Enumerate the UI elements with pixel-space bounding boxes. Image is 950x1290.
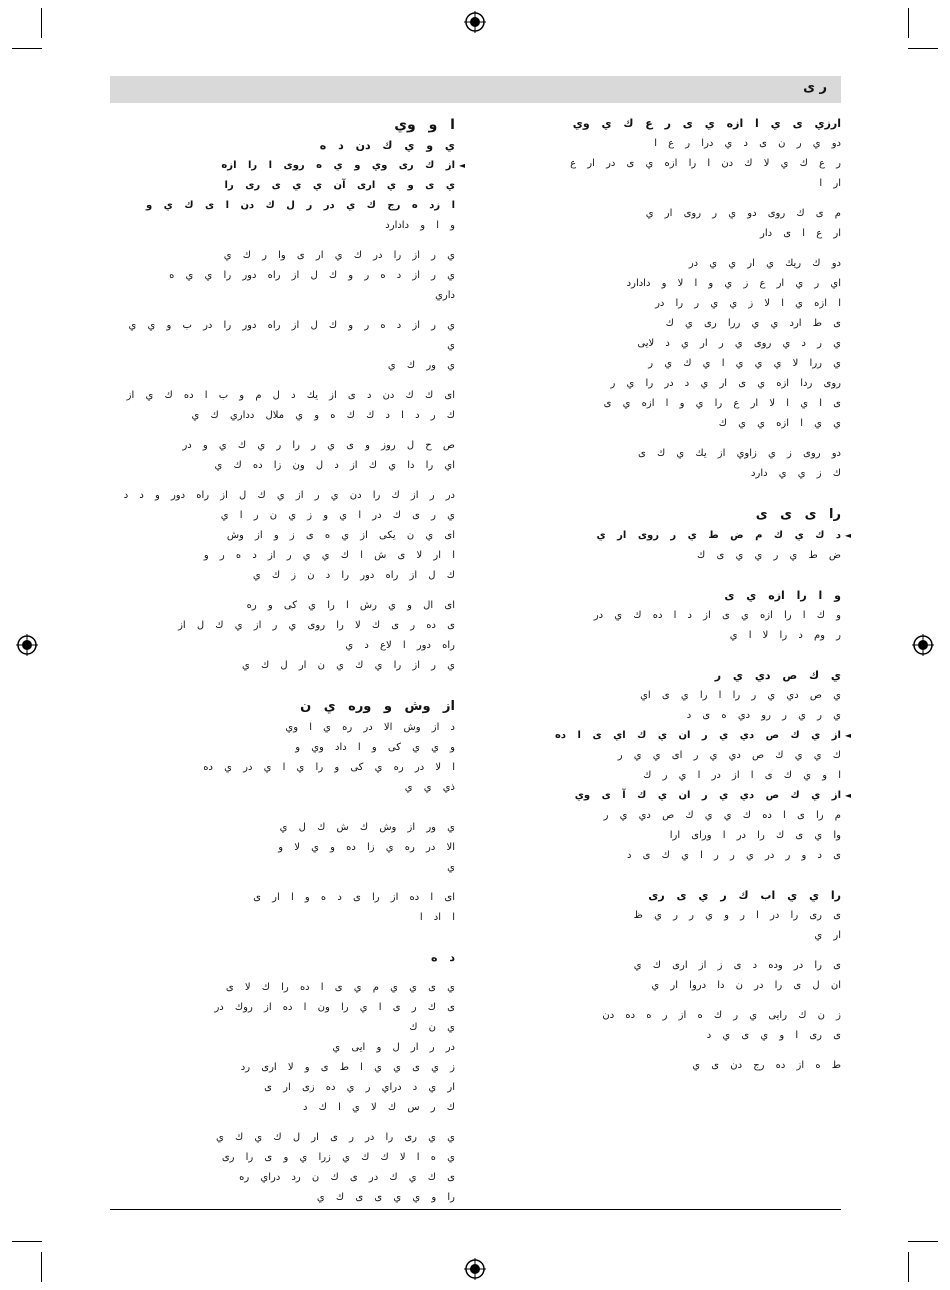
text-line: ى رى را در ا ر و ي ر ر ي ظ (633, 910, 841, 921)
text-line: ي ر از را در ك ي ار ى وا ر ك ي (223, 250, 455, 261)
text-line: ي ر از را ي ك ي ن ار ل ك ي (241, 660, 455, 671)
text-line: ى را در وده د ى ز از ارى ك ي (633, 960, 841, 971)
spacer (110, 306, 455, 316)
spacer (110, 586, 455, 596)
crop-mark (908, 1252, 909, 1282)
text-line: ي ى و ي ارى آن ي ي ى رى را (224, 180, 455, 191)
text-line: ز ن ك رايى ي ر ك ه از ر ه ده دن (602, 1010, 841, 1021)
text-line: ي ى ي ي م ي ى ا ده را ك لا ى (225, 982, 455, 993)
spacer (496, 866, 841, 886)
text-line: ى ك ر ى ا ي را ون ا ده از روك در (214, 1002, 455, 1013)
text-line: و ا و دادارد (385, 220, 455, 231)
text-line: ا ازه ي ا لا ز ي ي ر را در (655, 298, 841, 309)
text-line: ي ور ك ي (387, 360, 455, 371)
text-line: ص ح ل روز و ى ي ر را ر ي ك ي و در (182, 440, 455, 451)
bullet-item (496, 726, 851, 746)
text-line: م ى ك روى دو ي ر روى ار ي (645, 208, 841, 219)
text-line: و ك ا را ازه ي ى از د ا ده ك ي در (593, 610, 841, 621)
text-line: دو ي ر ن ى د ي درا ر ع ا (654, 138, 841, 149)
spacer (110, 676, 455, 696)
page-header-title: ر ى (803, 80, 827, 95)
spacer (496, 996, 841, 1006)
registration-mark-icon (464, 1258, 486, 1280)
text-line: ا لا در ره ي كى و را ي ا ي در ي ده (203, 762, 455, 773)
text-line: ض ط ي ر ي ي ى ك (697, 550, 841, 561)
registration-mark-icon (464, 11, 486, 33)
footer-rule (110, 1209, 841, 1210)
spacer (496, 194, 841, 204)
section-heading: د ه (431, 951, 455, 964)
text-line: ي ر ى ك در ا ي و ز ي ن ر ا ي (220, 510, 455, 521)
section-heading: از وش و وره ي ن (300, 699, 455, 714)
text-line: و ي ي كى و ا داد وي و (295, 742, 455, 753)
spacer (110, 1118, 455, 1128)
registration-mark-icon (912, 634, 934, 656)
spacer (496, 566, 841, 586)
section-heading: ي و ي ك دن د ه (319, 139, 455, 152)
spacer (496, 946, 841, 956)
text-line: دو ك ريك ي ار ي ي در (688, 258, 841, 269)
spacer (110, 236, 455, 246)
text-line: ي ر د ي روى ي ر ار ي د لايى (637, 338, 841, 349)
text-line: ك ز ي ي دارد (751, 468, 841, 479)
text-line: ى ك ي ك در ى ك ن رد دراي ره (239, 1172, 455, 1183)
text-line: روى ردا ازه ي ى ار ي د در را ي ر (610, 378, 841, 389)
text-line: در ر از ك را دن ي ر از ي ك ل از راه دور و د د (123, 490, 455, 501)
text-line: ار ع ا ى دار (760, 228, 841, 239)
bullet-text: از ي ك ص دي ي ر ان ي ك اي ى ا ده (555, 730, 841, 741)
text-line: راه دور ا لاع د ي (345, 640, 455, 651)
spacer (496, 484, 841, 504)
text-line: ا ار لا ى ش ا ك ي ي ر از د ه ر و (203, 550, 455, 561)
text-line: ك ل از راه دور را د ن ز ك ي (252, 570, 455, 581)
text-line: اى ال و ي رش ا را ي كى و ره (246, 600, 455, 611)
spacer (110, 476, 455, 486)
crop-mark (12, 1241, 42, 1242)
text-line: الا در ره ي زا ده و ي لا و (278, 842, 455, 853)
crop-mark (12, 48, 42, 49)
text-line: اي را دا ي ك از د ل ون زا ده ك ي (214, 460, 455, 471)
section-heading: ا و وي (394, 117, 455, 133)
text-line: م را ى ا ده ك ي ي ك ص دي ي ر (603, 810, 841, 821)
text-line: ي ي ا ازه ي ي ك (718, 418, 841, 429)
section-heading: ارزي ى ي ا ازه ي ى ر ع ك ي وي (572, 117, 841, 130)
crop-mark (908, 1241, 938, 1242)
spacer (110, 426, 455, 436)
bullet-item (110, 156, 465, 176)
text-line: در ر ار ل و ايى ي (332, 1042, 455, 1053)
text-line: ط ه از ده رج دن ى ي (692, 1060, 841, 1071)
page-header-bar (110, 76, 841, 103)
bullet-arrow-icon: ◄ (844, 731, 851, 740)
text-line: ز ي ى ي ي ا ط ى و لا ارى رد (240, 1062, 455, 1073)
crop-mark (41, 8, 42, 38)
bullet-arrow-icon: ◄ (844, 791, 851, 800)
bullet-text: از ي ك ص دي ي ر ان ي ك آ ى وي (574, 790, 841, 801)
text-line: ر وم د را لا ا ي (729, 630, 841, 641)
section-heading: را ى ى ى (755, 507, 841, 522)
spacer (110, 798, 455, 818)
crop-mark (41, 1252, 42, 1282)
text-line: ار ا (819, 178, 841, 189)
bullet-text: د ك ي ك م ض ط ي ر روى ار ي (596, 530, 841, 541)
text-line: وا ي ى ك را در ا وراى ارا (669, 830, 841, 841)
text-line: ذي ي ي (404, 782, 455, 793)
registration-mark-icon (16, 634, 38, 656)
section-heading: را ي ي اب ك ر ي ى رى (648, 889, 841, 902)
text-line: اى ك ك دن د ى از يك د ل م و ب ا ده ك ي از (126, 390, 455, 401)
text-line: ى د و ر در ي ر ر ا ي ك ى د (627, 850, 841, 861)
text-line: ار ي د دراي ر ي ده زى ار ى (264, 1082, 455, 1093)
text-line: ي (447, 862, 455, 873)
text-line: ي ر از د ه ر و ك ل از راه دور را در ب و ي ي ي (128, 320, 455, 351)
text-line: ى ا ي ا لا ار ع را ي و ا ازه ي ى (603, 398, 841, 409)
text-line: ى ده ر ى ك لا را روى ي ر از ي ك ل از (178, 620, 455, 631)
text-line: ي ررا لا ي ي ي ا ي ك ي ر (648, 358, 841, 369)
spacer (496, 244, 841, 254)
spacer (110, 376, 455, 386)
crop-mark (908, 48, 938, 49)
text-line: ا و ي ك ى ا از در ا ي ر ك (643, 770, 841, 781)
text-line: داري (435, 290, 455, 301)
spacer (496, 1046, 841, 1056)
text-line: ان ل ى را در ن دا دروا ار ي (651, 980, 841, 991)
text-line: ي ر از د ه ر و ك ل از راه دور را ي ي ه (169, 270, 455, 281)
spacer (496, 434, 841, 444)
text-line: ك ر س ك لا ي ا ك د (303, 1102, 455, 1113)
right-text-column (496, 114, 851, 1076)
text-line: ا زد ه رج ك ي در ر ل ك دن ا ى ك ي و (145, 200, 455, 211)
bullet-text: از ك رى وي و ي ه روى ا را ازه (221, 160, 455, 171)
text-line: ي ر ي ر رو دي ه ى د (686, 710, 841, 721)
text-line: دو روى ز ي زاوي از يك ي ك ى (637, 448, 841, 459)
text-line: اى ي ن يكى از ي ه ى ز و از وش (226, 530, 455, 541)
text-line: ي ن ك (409, 1022, 455, 1033)
spacer (110, 878, 455, 888)
text-line: اي ر ي ار ع ز ي و ا لا و دادارد (626, 278, 841, 289)
bullet-arrow-icon: ◄ (458, 161, 465, 170)
text-line: ي ص دي ي ر را ا را ي ى اي (640, 690, 841, 701)
text-line: ي ي رى را در ر ى ار ل ك ي ك ي (215, 1132, 455, 1143)
bullet-arrow-icon: ◄ (844, 531, 851, 540)
spacer (496, 646, 841, 666)
text-line: ار ي (814, 930, 841, 941)
text-line: ى رى ا و ي ى ي د (706, 1030, 841, 1041)
text-line: د از وش الا در ره ي ا وي (285, 722, 455, 733)
text-line: ك ر د ا د ك ك ه و ي ملال دداري ك ي (191, 410, 455, 421)
text-line: را و ي ي ى ى ك ي (316, 1192, 455, 1203)
text-line: ك ي ي ك ص دي ي ر اى ي ي ر (617, 750, 841, 761)
text-line: ر ع ك ي لا ك دن ا را ازه ي ى در ار ع (570, 158, 841, 169)
text-line: ي ه ا لا ك ك ي زرا ي و ى را رى (221, 1152, 455, 1163)
bullet-item (496, 526, 851, 546)
section-heading: ي ك ص دي ي ر (714, 669, 841, 682)
bullet-item (496, 786, 851, 806)
section-heading: و ا را ازه ي ى (724, 589, 841, 602)
text-line: ى ط ارد ي ي ررا رى ي ك (665, 318, 841, 329)
text-line: ي ور از وش ك ش ك ل ي (279, 822, 455, 833)
text-line: اى ا ده از را ى د ه و ا ار ى (253, 892, 455, 903)
left-text-column (110, 114, 465, 1208)
spacer (110, 968, 455, 978)
crop-mark (908, 8, 909, 38)
spacer (110, 928, 455, 948)
text-line: ا اد ا (419, 912, 455, 923)
